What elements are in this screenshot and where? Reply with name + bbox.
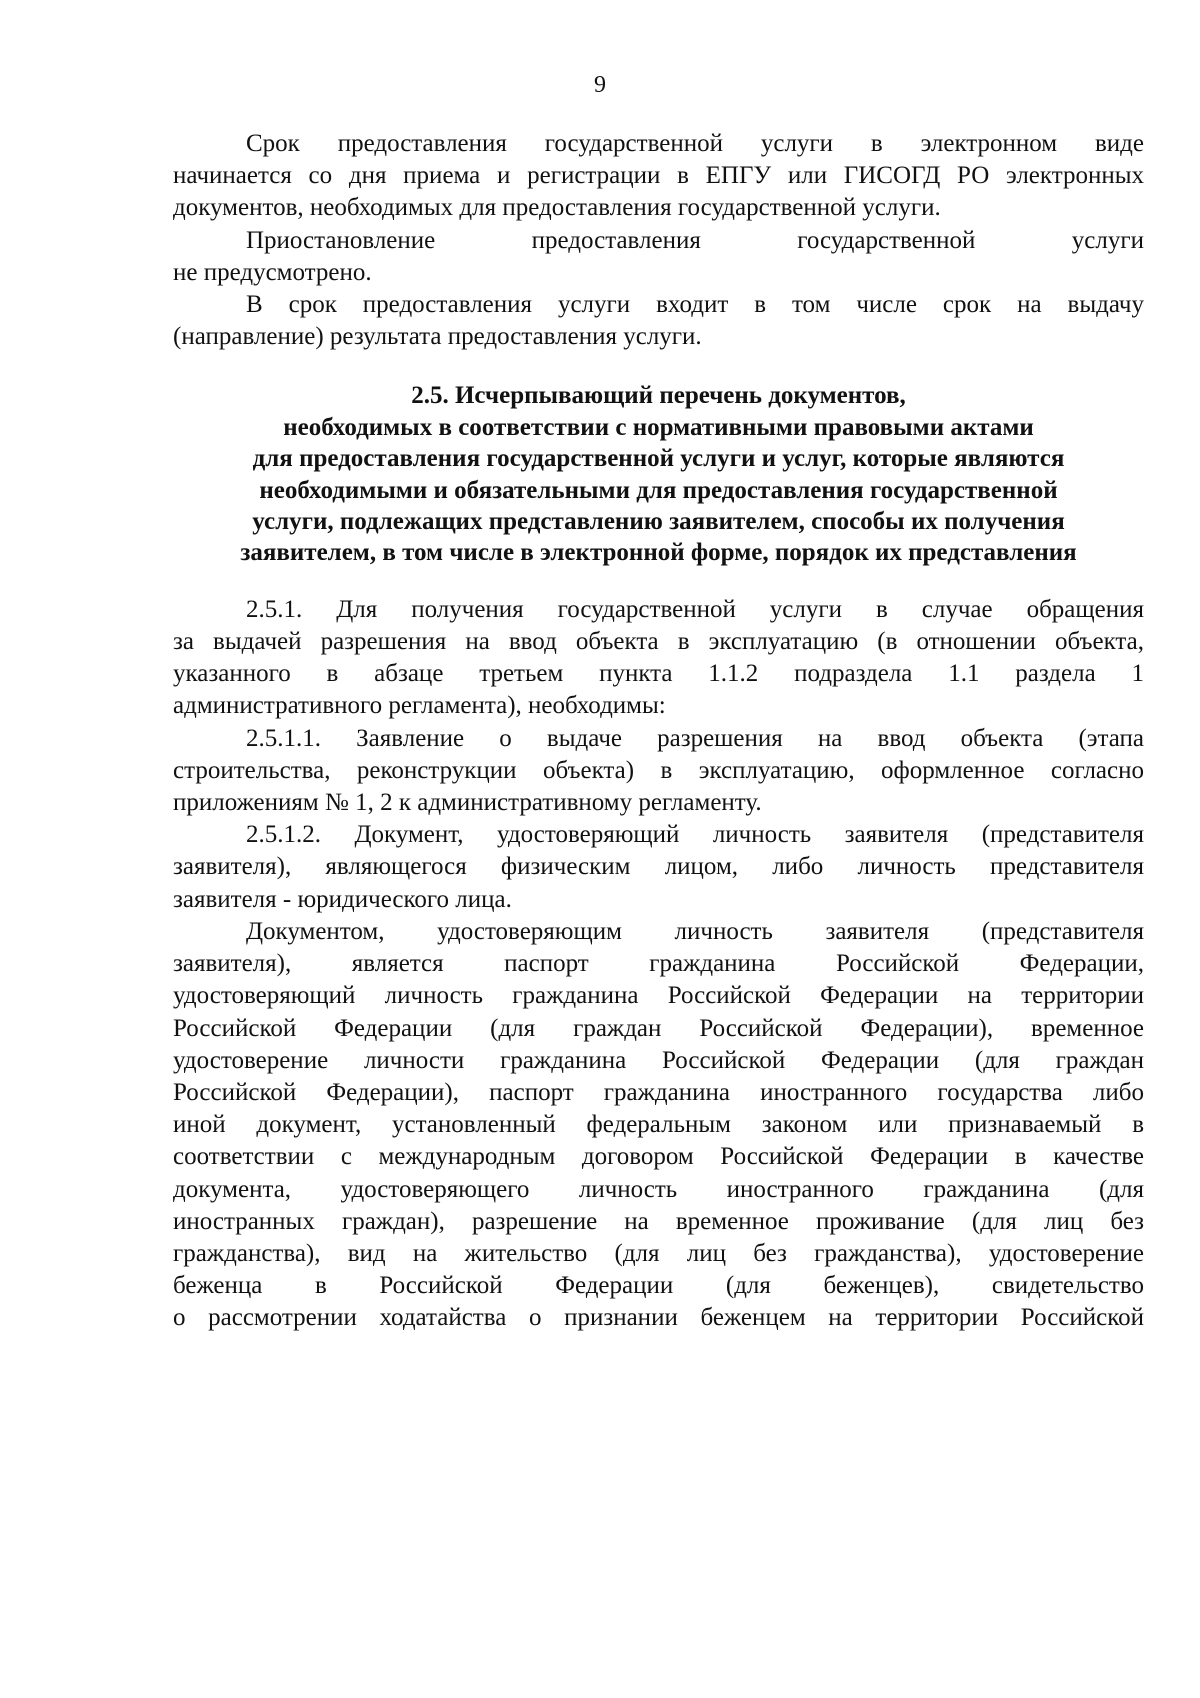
text-line: Российской Федерации), паспорт гражданина иностранного государства либо <box>173 1078 1144 1106</box>
text-line: (направление) результата предоставления услуги. <box>173 323 702 351</box>
text-line: иной документ, установленный федеральным законом или признаваемый в <box>173 1111 1144 1139</box>
heading-line: для предоставления государственной услуги и услуг, которые являются <box>252 445 1065 473</box>
text-line: удостоверение личности гражданина Российской Федерации (для граждан <box>173 1046 1144 1074</box>
text-line: В срок предоставления услуги входит в том числе срок на выдачу <box>246 291 1144 319</box>
text-line: удостоверяющий личность гражданина Российской Федерации на территории <box>173 982 1144 1010</box>
paragraph <box>173 723 1144 820</box>
text-line: документа, удостоверяющего личность иностранного гражданина (для <box>173 1175 1144 1203</box>
text-line: заявителя - юридического лица. <box>173 885 512 913</box>
text-line: не предусмотрено. <box>173 258 372 286</box>
text-line: строительства, реконструкции объекта) в эксплуатацию, оформленное согласно <box>173 756 1144 784</box>
text-line: Срок предоставления государственной услуги в электронном виде <box>246 130 1144 157</box>
text-line: Документом, удостоверяющим личность заявителя (представителя <box>246 917 1144 945</box>
heading-line: необходимых в соответствии с нормативными правовыми актами <box>283 413 1034 441</box>
text-line: документов, необходимых для предоставления государственной услуги. <box>173 194 941 222</box>
paragraphs-top <box>173 128 1144 353</box>
section-heading <box>173 380 1144 568</box>
text-line: гражданства), вид на жительство (для лиц без гражданства), удостоверение <box>173 1239 1144 1267</box>
heading-line: 2.5. Исчерпывающий перечень документов, <box>411 382 906 410</box>
text-line: заявителя), является паспорт гражданина Российской Федерации, <box>173 950 1144 978</box>
paragraph <box>173 289 1144 353</box>
text-line: о рассмотрении ходатайства о признании беженцем на территории Российской <box>173 1304 1144 1332</box>
document-body <box>173 128 1144 1335</box>
text-line: Российской Федерации (для граждан Российской Федерации), временное <box>173 1014 1144 1042</box>
text-line: соответствии с международным договором Российской Федерации в качестве <box>173 1143 1144 1171</box>
paragraphs-bottom <box>173 594 1144 1335</box>
text-line: Приостановление предоставления государственной услуги <box>246 226 1144 254</box>
text-line: 2.5.1. Для получения государственной услуги в случае обращения <box>246 595 1144 623</box>
heading-line: услуги, подлежащих представлению заявителем, способы их получения <box>252 508 1065 536</box>
paragraph <box>173 128 1144 225</box>
text-line: 2.5.1.2. Документ, удостоверяющий личность заявителя (представителя <box>246 821 1144 849</box>
text-line: за выдачей разрешения на ввод объекта в эксплуатацию (в отношении объекта, <box>173 628 1144 656</box>
page-number: 9 <box>594 72 606 98</box>
text-line: беженца в Российской Федерации (для беженцев), свидетельство <box>173 1272 1144 1300</box>
text-line: административного регламента), необходимы: <box>173 692 666 720</box>
paragraph <box>173 225 1144 289</box>
text-line: заявителя), являющегося физическим лицом, либо личность представителя <box>173 853 1144 881</box>
heading-line: заявителем, в том числе в электронной форме, порядок их представления <box>240 539 1077 567</box>
text-line: указанного в абзаце третьем пункта 1.1.2 подраздела 1.1 раздела 1 <box>173 660 1144 688</box>
heading-line: необходимыми и обязательными для предоставления государственной <box>259 476 1058 504</box>
text-line: 2.5.1.1. Заявление о выдаче разрешения на ввод объекта (этапа <box>246 724 1144 752</box>
paragraph <box>173 916 1144 1335</box>
paragraph <box>173 819 1144 916</box>
text-line: приложениям № 1, 2 к административному регламенту. <box>173 789 762 817</box>
text-line: начинается со дня приема и регистрации в ЕПГУ или ГИСОГД РО электронных <box>173 162 1144 190</box>
text-line: иностранных граждан), разрешение на временное проживание (для лиц без <box>173 1207 1144 1235</box>
paragraph <box>173 594 1144 723</box>
